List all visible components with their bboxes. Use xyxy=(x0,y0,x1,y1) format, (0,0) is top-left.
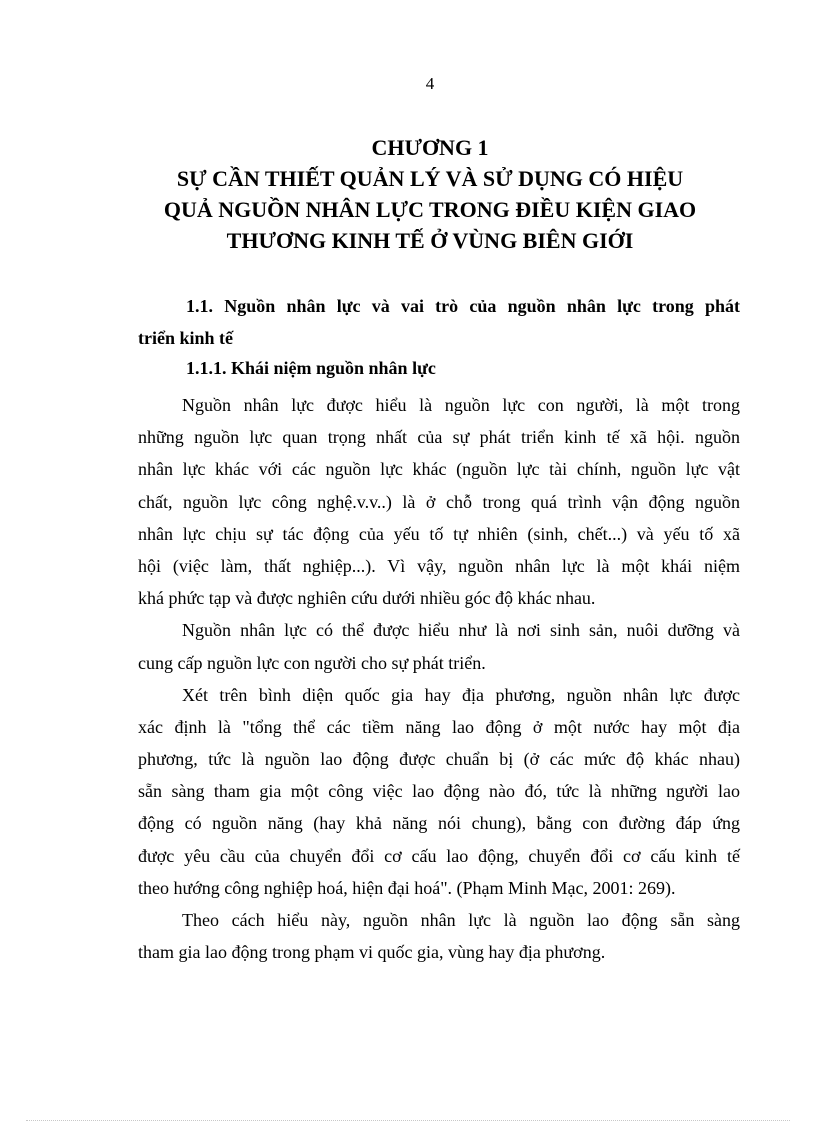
chapter-title-line: SỰ CẦN THIẾT QUẢN LÝ VÀ SỬ DỤNG CÓ HIỆU xyxy=(176,166,684,191)
page-number: 4 xyxy=(425,74,435,93)
body-text xyxy=(138,389,740,968)
chapter-title-line: THƯƠNG KINH TẾ Ở VÙNG BIÊN GIỚI xyxy=(226,228,634,253)
page-bottom-rule xyxy=(26,1120,790,1121)
chapter-title-line: QUẢ NGUỒN NHÂN LỰC TRONG ĐIỀU KIỆN GIAO xyxy=(163,197,697,222)
section-heading-1-1-1: 1.1.1. Khái niệm nguồn nhân lực xyxy=(186,358,436,378)
text-line: Nguồn nhân lực có thể được hiểu như là nơi sinh sản, nuôi dưỡng và xyxy=(182,620,740,641)
text-line: động có nguồn năng (hay khả năng nói chung), bằng con đường đáp ứng xyxy=(138,813,740,834)
chapter-heading xyxy=(120,132,740,256)
paragraph xyxy=(138,904,740,968)
text-line: tham gia lao động trong phạm vi quốc gia, vùng hay địa phương. xyxy=(138,942,606,963)
chapter-label: CHƯƠNG 1 xyxy=(371,135,489,160)
text-line: Xét trên bình diện quốc gia hay địa phương, nguồn nhân lực được xyxy=(182,684,740,705)
text-line: theo hướng công nghiệp hoá, hiện đại hoá". (Phạm Minh Mạc, 2001: 269). xyxy=(138,877,676,898)
text-line: hội (việc làm, thất nghiệp...). Vì vậy, nguồn nhân lực là một khái niệm xyxy=(138,555,740,576)
text-line: chất, nguồn lực công nghệ.v.v..) là ở chỗ trong quá trình vận động nguồn xyxy=(138,491,740,512)
text-line: Theo cách hiểu này, nguồn nhân lực là nguồn lao động sẵn sàng xyxy=(182,910,740,930)
text-line: những nguồn lực quan trọng nhất của sự phát triển kinh tế xã hội. nguồn xyxy=(138,427,740,448)
text-line: được yêu cầu của chuyển đổi cơ cấu lao động, chuyển đổi cơ cấu kinh tế xyxy=(138,845,740,866)
paragraph xyxy=(138,389,740,614)
text-line: xác định là "tổng thể các tiềm năng lao động ở một nước hay một địa xyxy=(138,716,740,737)
text-line: Nguồn nhân lực được hiểu là nguồn lực con người, là một trong xyxy=(182,395,740,415)
section-heading-1-1 xyxy=(138,290,740,354)
text-line: phương, tức là nguồn lao động được chuẩn bị (ở các mức độ khác nhau) xyxy=(138,749,740,770)
paragraph xyxy=(138,679,740,904)
section-heading-line: triển kinh tế xyxy=(138,328,234,348)
paragraph xyxy=(138,614,740,678)
text-line: nhân lực chịu sự tác động của yếu tố tự nhiên (sinh, chết...) và yếu tố xã xyxy=(138,523,740,544)
text-line: cung cấp nguồn lực con người cho sự phát triển. xyxy=(138,652,486,673)
text-line: nhân lực khác với các nguồn lực khác (nguồn lực tài chính, nguồn lực vật xyxy=(138,459,740,480)
text-line: khá phức tạp và được nghiên cứu dưới nhiều góc độ khác nhau. xyxy=(138,588,596,609)
section-heading-line: 1.1. Nguồn nhân lực và vai trò của nguồn nhân lực trong phát xyxy=(186,296,740,316)
text-line: sẵn sàng tham gia một công việc lao động nào đó, tức là những người lao xyxy=(138,781,740,802)
